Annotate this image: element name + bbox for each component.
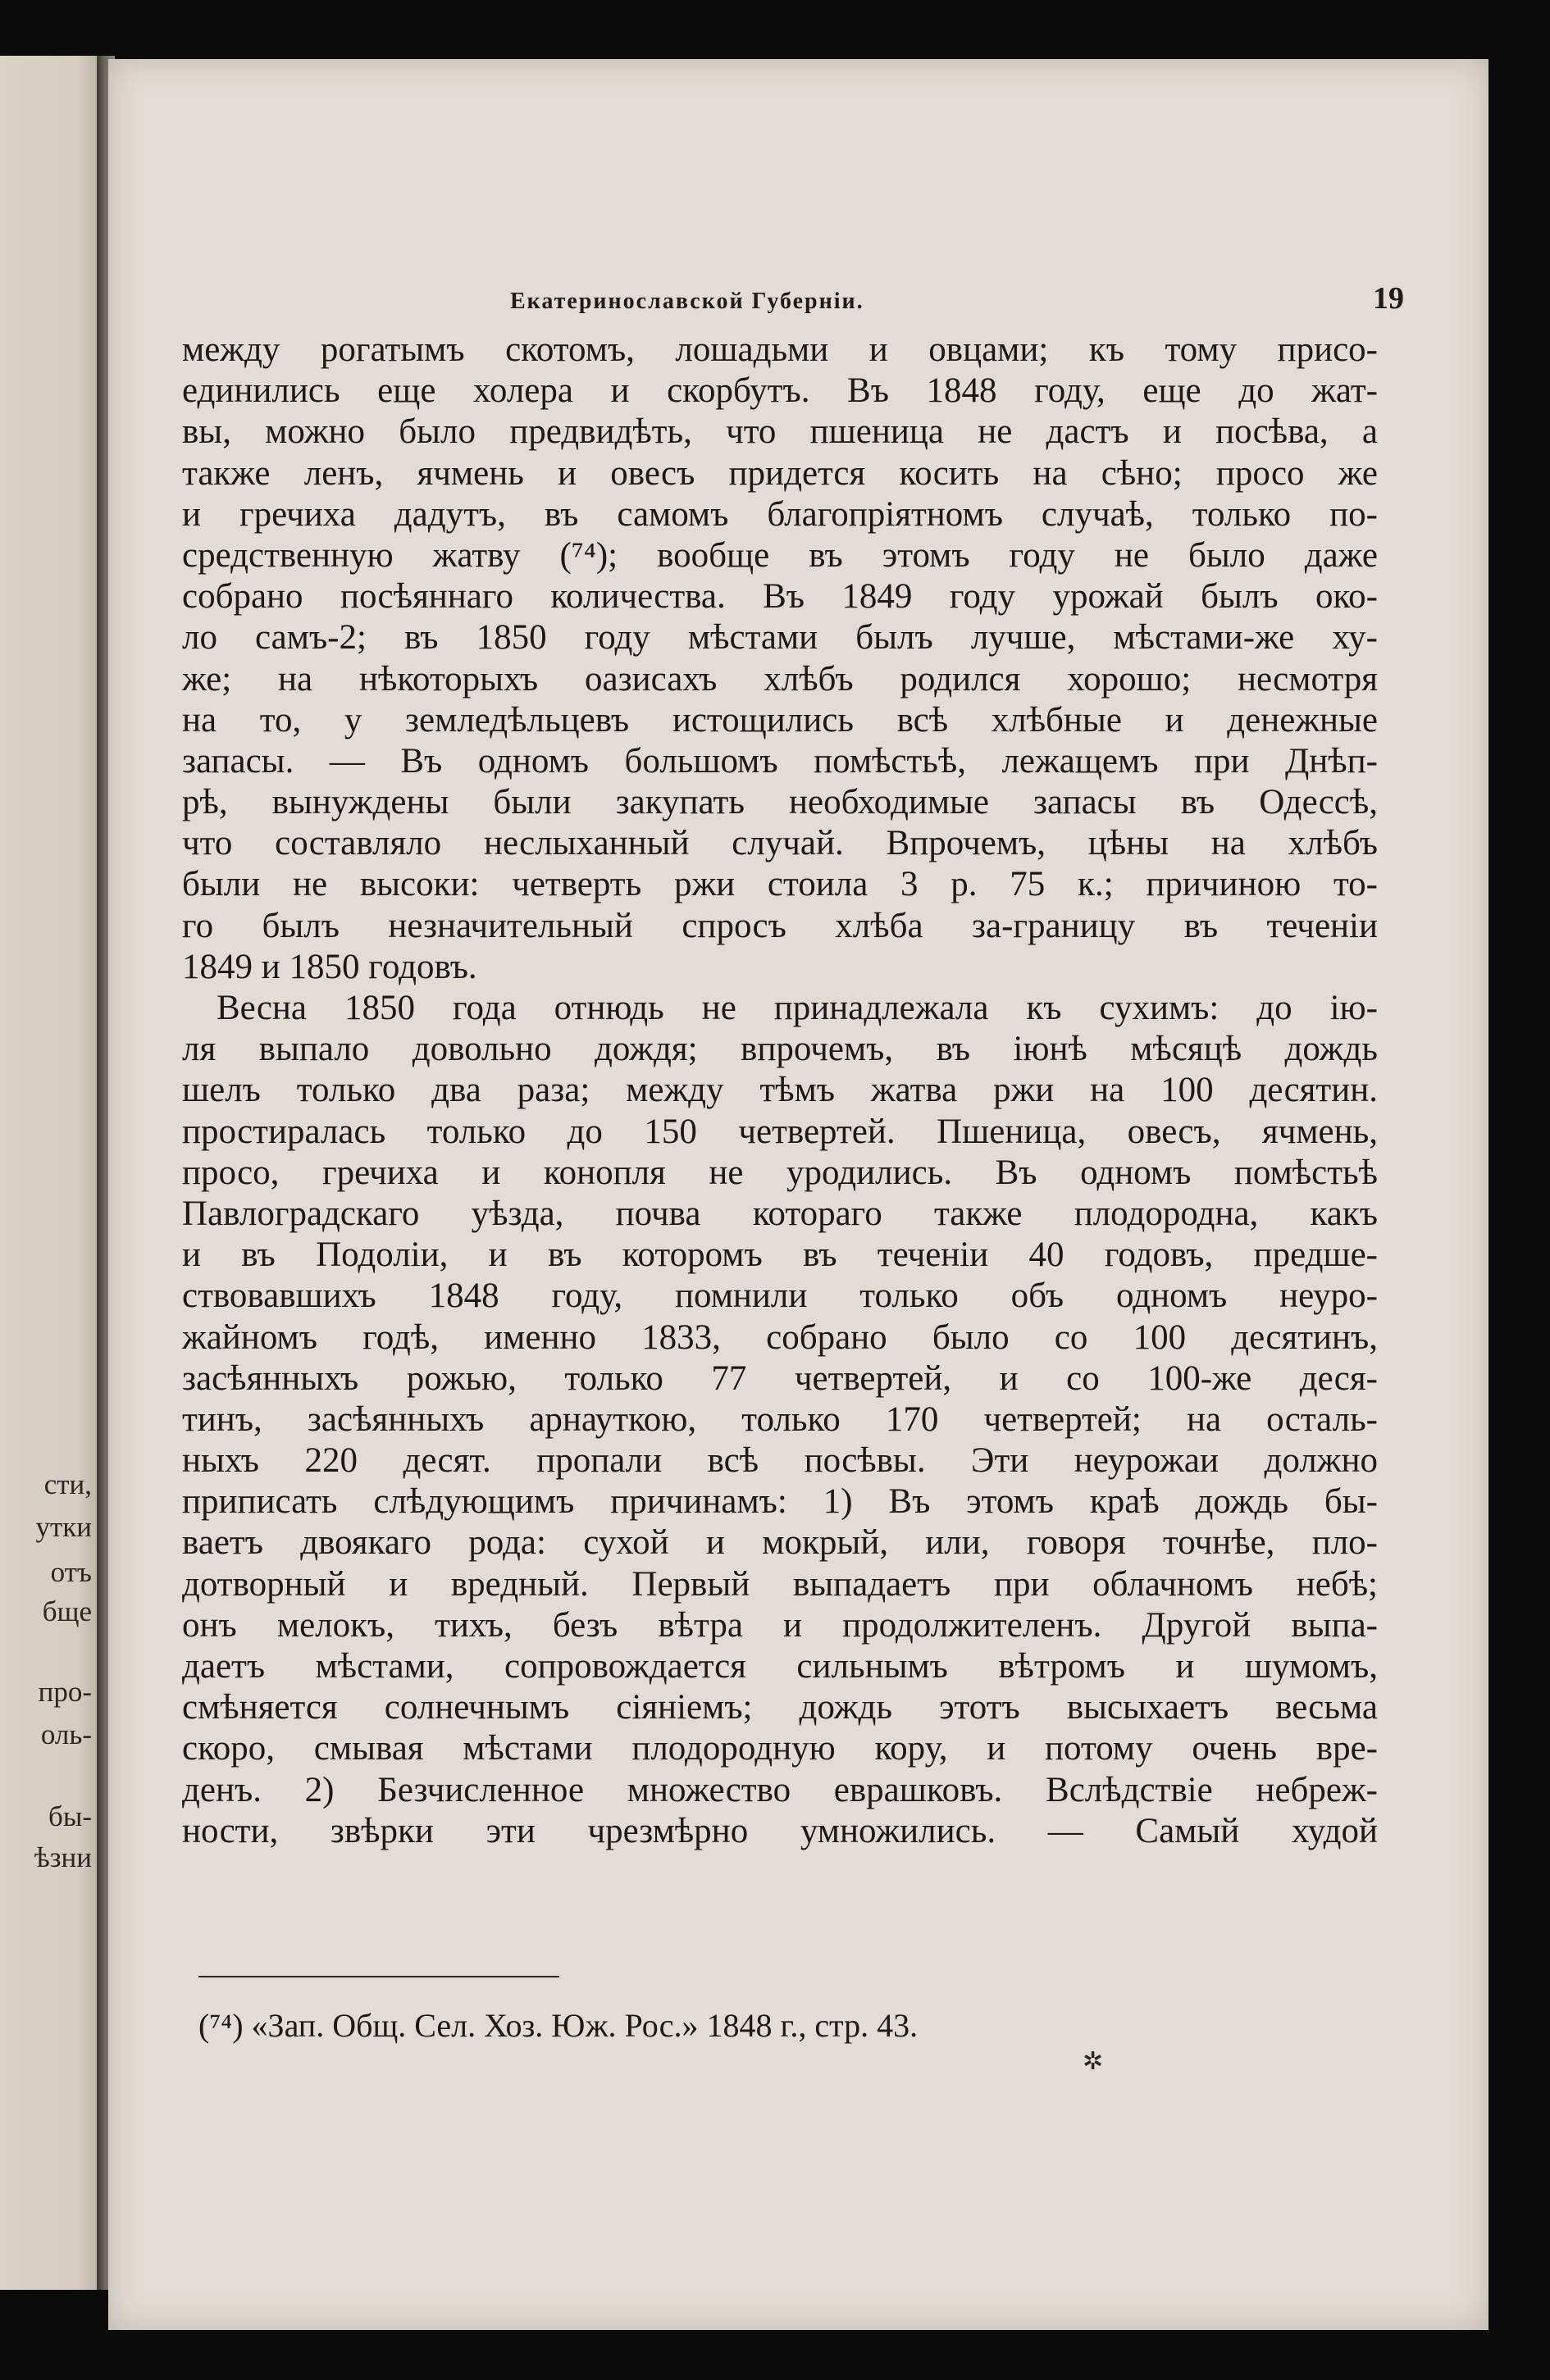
text-line: на то, у земледѣльцевъ истощились всѣ хлѣбные и денежные bbox=[182, 700, 1378, 739]
text-line: тинъ, засѣянныхъ арнауткою, только 170 четвертей; на осталь- bbox=[182, 1399, 1378, 1439]
left-page-fragment: сти, bbox=[43, 1468, 92, 1500]
footnote-rule bbox=[198, 1976, 559, 1977]
text-line: денъ. 2) Безчисленное множество еврашковъ. Вслѣдствіе небреж- bbox=[182, 1770, 1378, 1809]
left-page-fragment: бще bbox=[42, 1595, 92, 1627]
left-page-fragment: бы- bbox=[48, 1800, 92, 1832]
text-line: ваетъ двоякаго рода: сухой и мокрый, или, говоря точнѣе, пло- bbox=[182, 1523, 1378, 1563]
text-line: засѣянныхъ рожью, только 77 четвертей, и со 100-же деся- bbox=[182, 1358, 1378, 1398]
left-page-fragment: утки bbox=[35, 1511, 92, 1543]
text-line: простиралась только до 150 четвертей. Пшеница, овесъ, ячмень, bbox=[182, 1112, 1378, 1151]
text-line: единились еще холера и скорбутъ. Въ 1848 году, еще до жат- bbox=[182, 371, 1378, 411]
left-page-edge bbox=[0, 56, 97, 2290]
text-line: 1849 и 1850 годовъ. bbox=[182, 947, 477, 986]
text-line: шелъ только два раза; между тѣмъ жатва ржи на 100 десятин. bbox=[182, 1071, 1378, 1110]
text-line: ля выпало довольно дождя; впрочемъ, въ іюнѣ мѣсяцѣ дождь bbox=[182, 1030, 1378, 1069]
text-line: даетъ мѣстами, сопровождается сильнымъ вѣтромъ и шумомъ, bbox=[182, 1647, 1378, 1686]
text-line: ности, звѣрки эти чрезмѣрно умножились. — Самый худой bbox=[182, 1811, 1378, 1850]
text-line: были не высоки: четверть ржи стоила 3 р. 75 к.; причиною то- bbox=[182, 865, 1378, 904]
text-line: онъ мелокъ, тихъ, безъ вѣтра и продолжителенъ. Другой выпа- bbox=[182, 1605, 1378, 1645]
text-line: просо, гречиха и конопля не уродились. Въ одномъ помѣстьѣ bbox=[182, 1153, 1378, 1192]
text-line: также ленъ, ячмень и овесъ придется косить на сѣно; просо же bbox=[182, 453, 1378, 493]
body-text bbox=[182, 330, 1378, 1852]
page-number: 19 bbox=[1373, 281, 1404, 316]
text-line: средственную жатву (⁷⁴); вообще въ этомъ году не было даже bbox=[182, 535, 1378, 575]
text-line: рѣ, вынуждены были закупать необходимые запасы въ Одессѣ, bbox=[182, 783, 1378, 822]
left-page-fragment: оль- bbox=[40, 1718, 92, 1750]
text-line: ныхъ 220 десят. пропали всѣ посѣвы. Эти неурожаи должно bbox=[182, 1441, 1378, 1481]
footnote: (⁷⁴) «Зап. Общ. Сел. Хоз. Юж. Рос.» 1848 г., стр. 43. bbox=[198, 2007, 919, 2044]
text-line: Весна 1850 года отнюдь не принадлежала къ сухимъ: до ію- bbox=[217, 989, 1378, 1027]
text-line: ло самъ-2; въ 1850 году мѣстами былъ лучше, мѣстами-же ху- bbox=[182, 618, 1378, 658]
text-line: что составляло неслыханный случай. Впрочемъ, цѣны на хлѣбъ bbox=[182, 824, 1378, 863]
text-line: собрано посѣяннаго количества. Въ 1849 году урожай былъ око- bbox=[182, 577, 1378, 617]
book-page bbox=[108, 59, 1488, 2330]
text-line: и гречиха дадутъ, въ самомъ благопріятномъ случаѣ, только по- bbox=[182, 494, 1378, 534]
text-line: дотворный и вредный. Первый выпадаетъ при облачномъ небѣ; bbox=[182, 1564, 1378, 1604]
running-title: Екатеринославской Губерніи. bbox=[510, 289, 864, 314]
text-line: смѣняется солнечнымъ сіяніемъ; дождь этотъ высыхаетъ весьма bbox=[182, 1688, 1378, 1727]
left-page-fragment: про- bbox=[38, 1676, 92, 1708]
left-page-fragment: ѣзни bbox=[34, 1841, 92, 1873]
text-line: ствовавшихъ 1848 году, помнили только объ одномъ неуро- bbox=[182, 1276, 1378, 1316]
text-line: вы, можно было предвидѣть, что пшеница не дастъ и посѣва, а bbox=[182, 412, 1378, 452]
signature-mark: ✲ bbox=[1083, 2048, 1104, 2075]
text-line: жайномъ годѣ, именно 1833, собрано было со 100 десятинъ, bbox=[182, 1317, 1378, 1357]
text-line: запасы. — Въ одномъ большомъ помѣстьѣ, лежащемъ при Днѣп- bbox=[182, 741, 1378, 780]
text-line: Павлоградскаго уѣзда, почва котораго также плодородна, какъ bbox=[182, 1194, 1378, 1233]
text-line: и въ Подоліи, и въ которомъ въ теченіи 40 годовъ, предше- bbox=[182, 1236, 1378, 1275]
text-line: между рогатымъ скотомъ, лошадьми и овцами; къ тому присо- bbox=[182, 330, 1378, 369]
text-line: го былъ незначительный спросъ хлѣба за-границу въ теченіи bbox=[182, 906, 1378, 945]
text-line: приписать слѣдующимъ причинамъ: 1) Въ этомъ краѣ дождь бы- bbox=[182, 1482, 1378, 1522]
text-line: же; на нѣкоторыхъ оазисахъ хлѣбъ родился хорошо; несмотря bbox=[182, 659, 1378, 699]
text-line: скоро, смывая мѣстами плодородную кору, и потому очень вре- bbox=[182, 1729, 1378, 1768]
left-page-fragment: отъ bbox=[50, 1556, 92, 1588]
